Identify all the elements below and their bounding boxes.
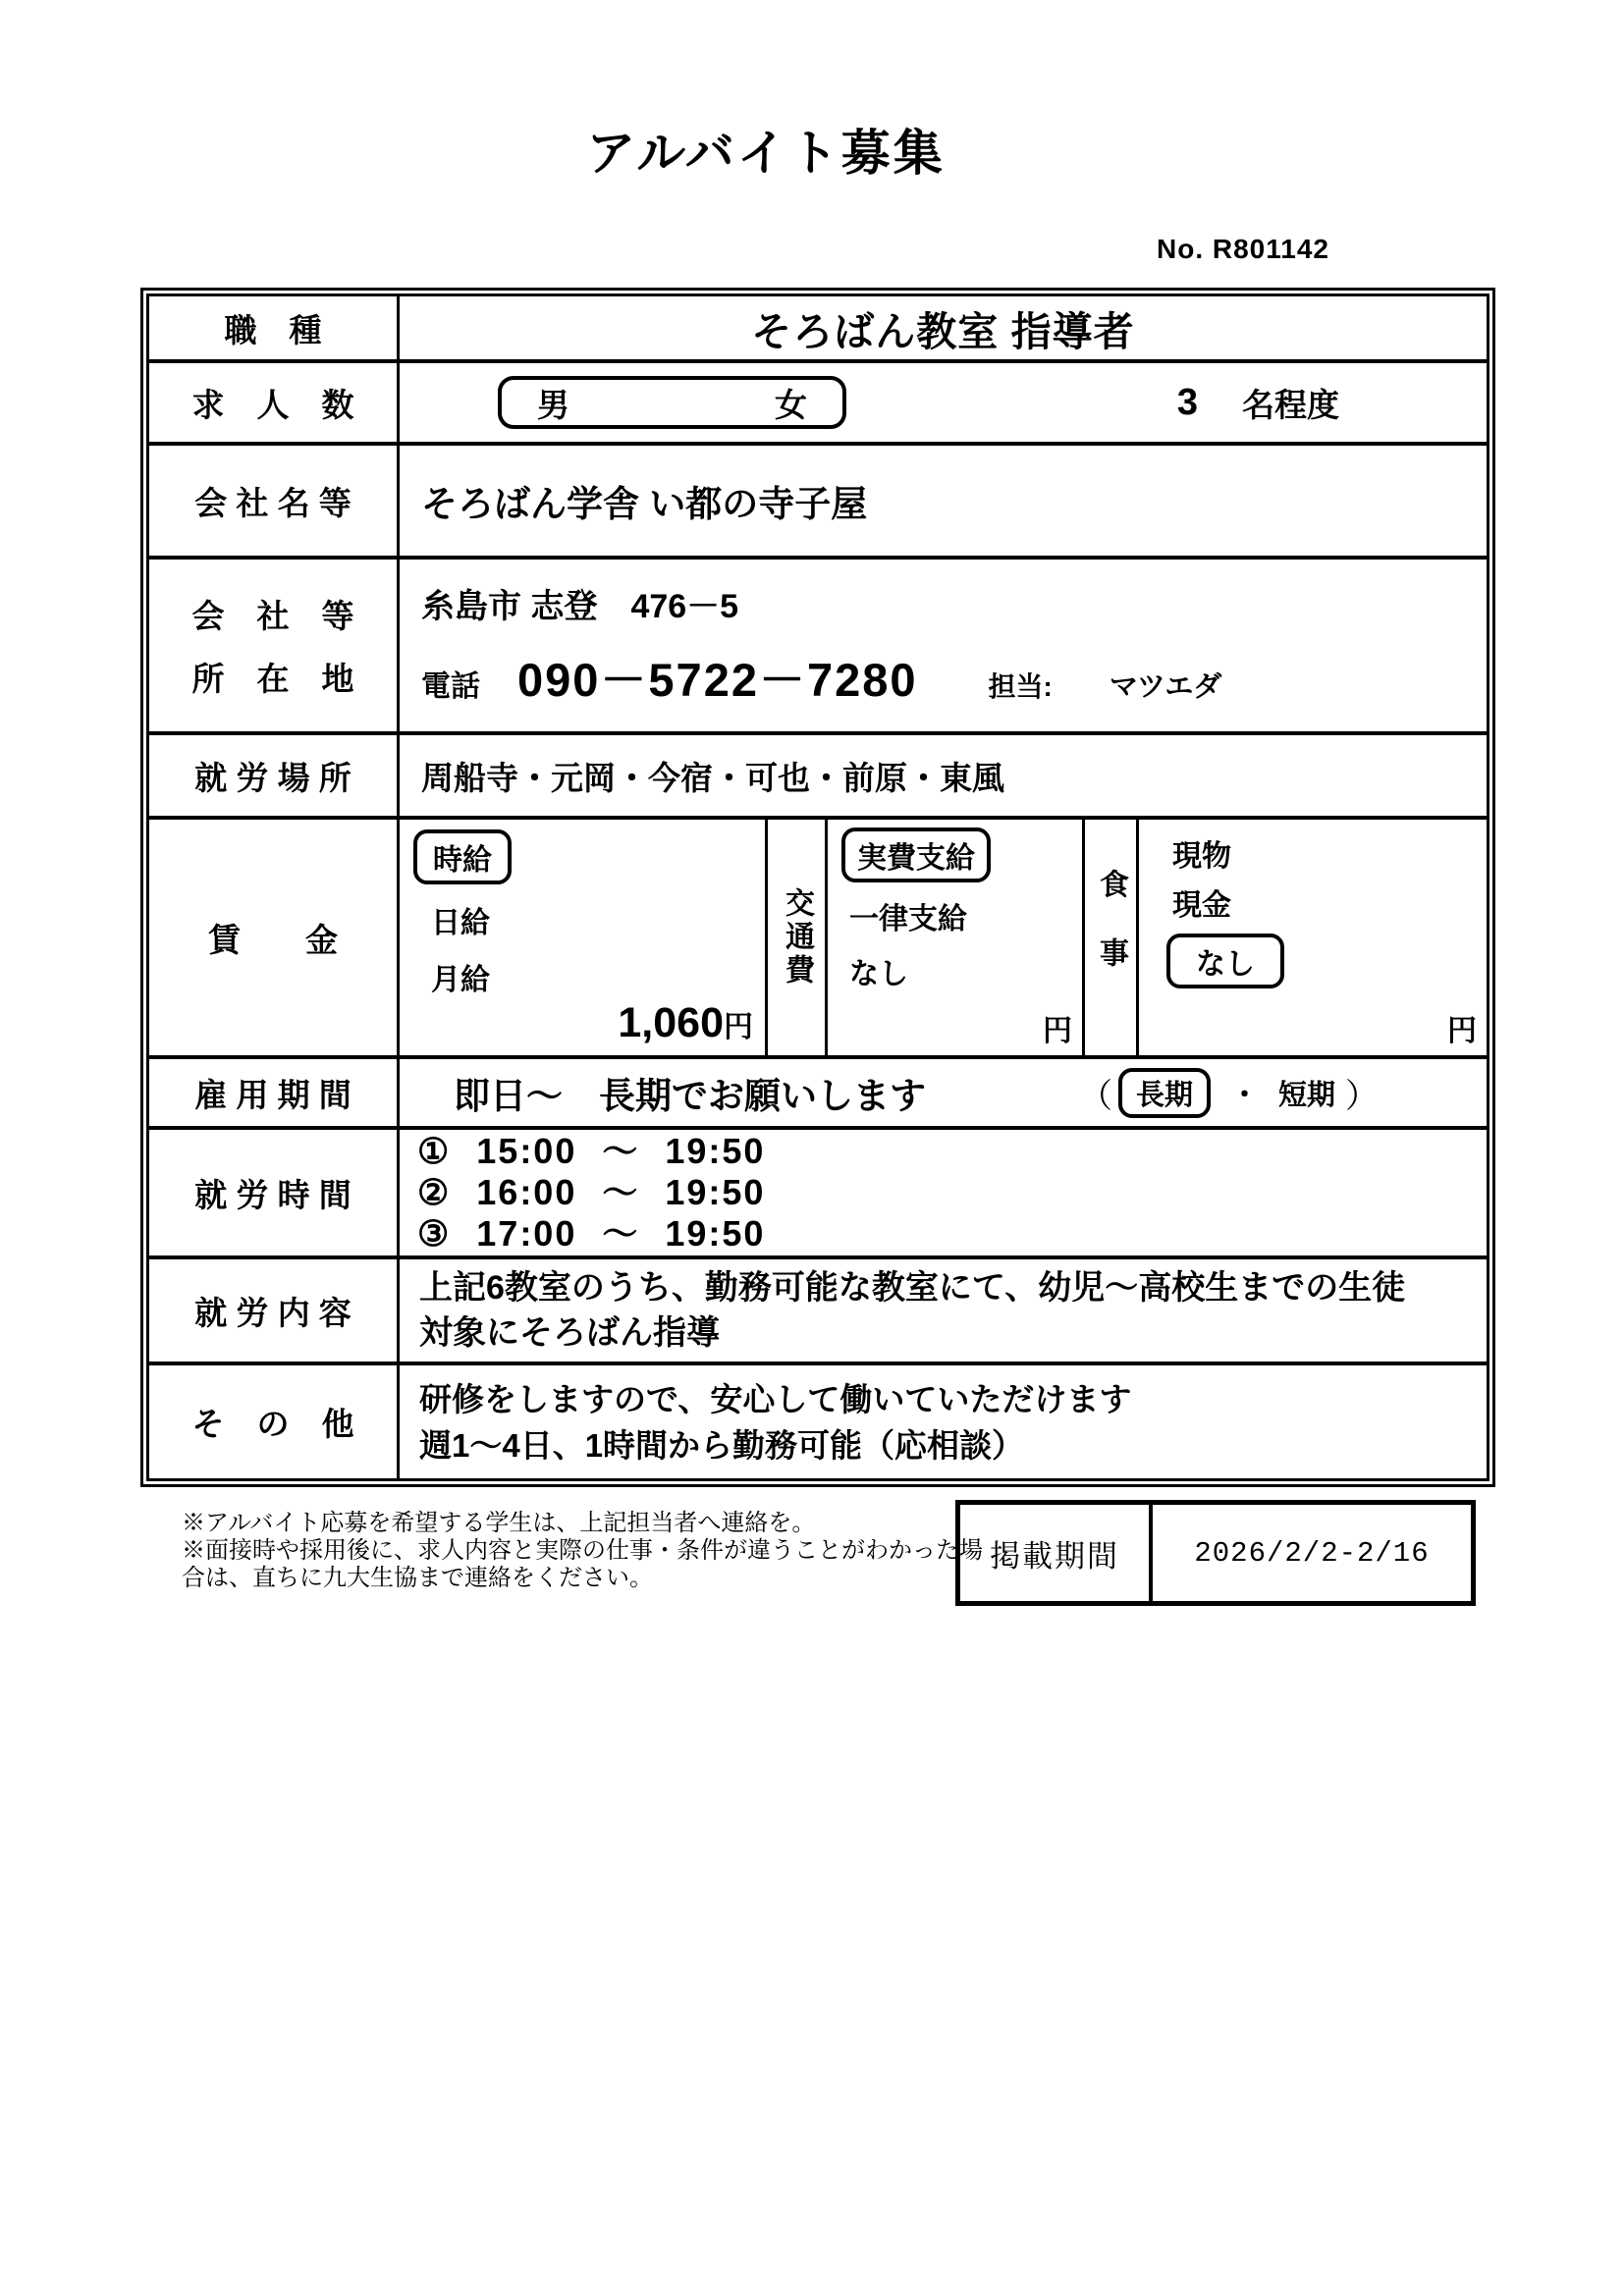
meal-cash: 現金: [1172, 889, 1231, 922]
wage-daily: 日給: [431, 907, 490, 939]
other-label: そ の 他: [149, 1365, 400, 1478]
working-hours-slot-1: ① 15:00 ～ 19:50: [417, 1131, 766, 1171]
gender-selection-box: [498, 376, 846, 429]
transport-flat: 一律支給: [849, 903, 967, 935]
row-job-description: [149, 1255, 1487, 1362]
transport-header-cell: [768, 820, 828, 1055]
working-hours-slot-3: ③ 17:00 ～ 19:50: [417, 1213, 766, 1254]
openings-count: 3: [1176, 381, 1198, 423]
working-hours-label: 就 労 時 間: [149, 1130, 400, 1255]
openings-count-suffix: 名程度: [1242, 386, 1339, 423]
meal-yen: 円: [1447, 1015, 1477, 1047]
row-company-address: [149, 556, 1487, 731]
phone-number: 090－5722－7280: [517, 654, 918, 706]
paren-close: ）: [1345, 1077, 1379, 1115]
posting-period-box: [955, 1500, 1476, 1606]
row-other: [149, 1362, 1487, 1478]
openings-label: 求 人 数: [149, 363, 400, 442]
footer-note-2: ※面接時や採用後に、求人内容と実際の仕事・条件が違うことがわかった場合は、直ちに九大生協まで連絡をください。: [182, 1537, 983, 1591]
job-type-label: 職 種: [149, 296, 400, 359]
job-type-value: そろばん教室 指導者: [751, 308, 1135, 354]
other-line-1: 研修をしますので、安心して働いていただけます: [419, 1380, 1132, 1417]
row-company-name: [149, 442, 1487, 556]
page-title: アルバイト募集: [586, 126, 946, 181]
meal-header-cell: [1085, 820, 1139, 1055]
posting-period-value: 2026/2/2-2/16: [1194, 1536, 1430, 1570]
wage-hourly-selected: 時給: [413, 829, 512, 884]
other-line-2: 週1～4日、1時間から勤務可能（応相談）: [419, 1426, 1025, 1464]
phone-line: [421, 644, 1487, 710]
wage-amount: [618, 999, 753, 1047]
job-description-value: 上記6教室のうち、勤務可能な教室にて、幼児～高校生までの生徒対象にそろばん指導: [419, 1269, 1406, 1352]
wage-amount-yen: 円: [724, 1011, 753, 1043]
work-location-value: 周船寺・元岡・今宿・可也・前原・東風: [421, 759, 1004, 796]
term-separator: ・: [1229, 1079, 1259, 1111]
working-hours-slot-2: ② 16:00 ～ 19:50: [417, 1172, 766, 1212]
transport-label: 交通費: [781, 887, 813, 988]
wage-amount-number: 1,060: [618, 999, 724, 1046]
term-short: 短期: [1277, 1079, 1335, 1111]
wage-monthly: 月給: [431, 964, 490, 996]
company-name-label: 会 社 名 等: [149, 446, 400, 556]
contact-name: マツエダ: [1109, 671, 1222, 703]
employment-period-value: 即日～ 長期でお願いします: [454, 1076, 926, 1116]
transport-cell: [828, 820, 1085, 1055]
meal-cell: [1139, 820, 1487, 1055]
footer-notes: [182, 1510, 992, 1592]
gender-male: 男: [537, 386, 569, 423]
job-description-label: 就 労 内 容: [149, 1259, 400, 1362]
row-job-type: [149, 296, 1487, 359]
phone-label: 電話: [421, 670, 480, 703]
row-openings: [149, 359, 1487, 442]
employment-term-options: [1079, 1068, 1379, 1118]
employment-period-label: 雇 用 期 間: [149, 1059, 400, 1126]
meal-inkind: 現物: [1172, 840, 1231, 873]
transport-none: なし: [849, 958, 908, 990]
row-wage: [149, 816, 1487, 1055]
work-location-label: 就 労 場 所: [149, 735, 400, 816]
paren-open: （: [1078, 1077, 1112, 1115]
job-posting-table: [140, 288, 1495, 1487]
company-name-value: そろばん学舎 い都の寺子屋: [421, 484, 868, 524]
row-working-hours: [149, 1126, 1487, 1255]
address-label-line2: 所 在 地: [191, 661, 354, 698]
row-employment-period: [149, 1055, 1487, 1126]
posting-period-label: 掲載期間: [960, 1505, 1153, 1601]
wage-label: 賃 金: [149, 820, 400, 1055]
address-label-line1: 会 社 等: [191, 597, 354, 634]
meal-none-selected: なし: [1166, 934, 1284, 988]
company-address: 糸島市 志登 476－5: [421, 588, 739, 625]
transport-actual-selected: 実費支給: [841, 828, 991, 882]
wage-cell: [400, 820, 768, 1055]
row-work-location: [149, 731, 1487, 816]
meal-label: 食事: [1095, 869, 1127, 1006]
footer-note-1: ※アルバイト応募を希望する学生は、上記担当者へ連絡を。: [182, 1510, 816, 1536]
transport-yen: 円: [1043, 1015, 1072, 1047]
document-number: No. R801142: [1157, 234, 1329, 264]
gender-female: 女: [775, 386, 807, 423]
contact-label: 担当:: [988, 671, 1053, 702]
term-long-selected: 長期: [1118, 1068, 1211, 1118]
